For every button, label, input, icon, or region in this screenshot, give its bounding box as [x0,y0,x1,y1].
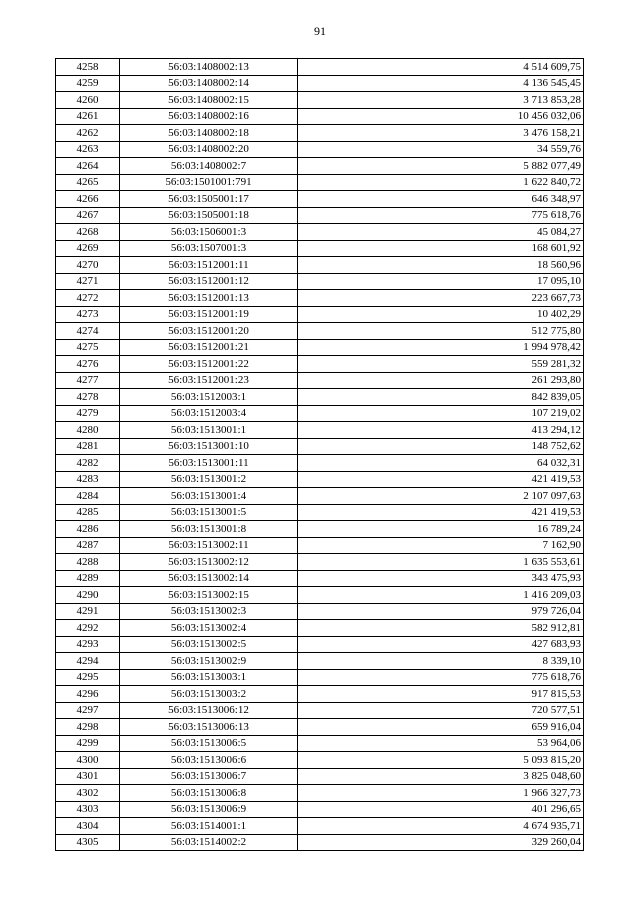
cadastral-number: 56:03:1512003:4 [120,405,298,422]
table-row [56,834,584,851]
cadastral-value: 1 416 209,03 [298,587,584,604]
cadastral-value: 659 916,04 [298,719,584,736]
table-row [56,125,584,142]
cadastral-value: 8 339,10 [298,653,584,670]
table-row [56,587,584,604]
table-row [56,273,584,290]
table-row [56,75,584,92]
cadastral-value: 559 281,32 [298,356,584,373]
table-row [56,735,584,752]
cadastral-value: 512 775,80 [298,323,584,340]
cadastral-number: 56:03:1513001:4 [120,488,298,505]
cadastral-value: 4 514 609,75 [298,59,584,76]
cadastral-value: 18 560,96 [298,257,584,274]
cadastral-number: 56:03:1505001:18 [120,207,298,224]
cadastral-number: 56:03:1408002:13 [120,59,298,76]
cadastral-value: 343 475,93 [298,570,584,587]
table-row [56,636,584,653]
row-number: 4277 [56,372,120,389]
row-number: 4287 [56,537,120,554]
row-number: 4295 [56,669,120,686]
cadastral-number: 56:03:1514002:2 [120,834,298,851]
cadastral-value: 917 815,53 [298,686,584,703]
table-row [56,438,584,455]
row-number: 4297 [56,702,120,719]
cadastral-number: 56:03:1505001:17 [120,191,298,208]
cadastral-value: 3 476 158,21 [298,125,584,142]
row-number: 4292 [56,620,120,637]
row-number: 4273 [56,306,120,323]
cadastral-number: 56:03:1513002:3 [120,603,298,620]
cadastral-value: 5 093 815,20 [298,752,584,769]
cadastral-number: 56:03:1512001:21 [120,339,298,356]
row-number: 4298 [56,719,120,736]
table-row [56,323,584,340]
cadastral-value: 720 577,51 [298,702,584,719]
table-row [56,290,584,307]
cadastral-value: 148 752,62 [298,438,584,455]
row-number: 4281 [56,438,120,455]
cadastral-value-table [55,58,584,851]
cadastral-number: 56:03:1408002:16 [120,108,298,125]
row-number: 4285 [56,504,120,521]
cadastral-number: 56:03:1513006:12 [120,702,298,719]
table-row [56,801,584,818]
page-number: 91 [314,24,326,38]
table-row [56,455,584,472]
cadastral-number: 56:03:1513006:9 [120,801,298,818]
cadastral-value: 3 825 048,60 [298,768,584,785]
row-number: 4300 [56,752,120,769]
table-row [56,620,584,637]
cadastral-number: 56:03:1513006:8 [120,785,298,802]
table-row [56,752,584,769]
cadastral-number: 56:03:1513002:14 [120,570,298,587]
cadastral-number: 56:03:1512001:22 [120,356,298,373]
cadastral-value: 421 419,53 [298,504,584,521]
cadastral-value: 427 683,93 [298,636,584,653]
row-number: 4302 [56,785,120,802]
cadastral-value: 3 713 853,28 [298,92,584,109]
row-number: 4291 [56,603,120,620]
table-row [56,306,584,323]
row-number: 4280 [56,422,120,439]
cadastral-number: 56:03:1513002:5 [120,636,298,653]
table-row [56,356,584,373]
cadastral-number: 56:03:1507001:3 [120,240,298,257]
cadastral-number: 56:03:1512001:23 [120,372,298,389]
cadastral-value: 16 789,24 [298,521,584,538]
row-number: 4258 [56,59,120,76]
row-number: 4294 [56,653,120,670]
cadastral-number: 56:03:1513001:11 [120,455,298,472]
row-number: 4289 [56,570,120,587]
table-row [56,141,584,158]
row-number: 4262 [56,125,120,142]
row-number: 4264 [56,158,120,175]
cadastral-number: 56:03:1513001:10 [120,438,298,455]
row-number: 4305 [56,834,120,851]
row-number: 4284 [56,488,120,505]
cadastral-value: 223 667,73 [298,290,584,307]
cadastral-number: 56:03:1408002:7 [120,158,298,175]
table-row [56,174,584,191]
cadastral-number: 56:03:1513001:2 [120,471,298,488]
row-number: 4274 [56,323,120,340]
cadastral-number: 56:03:1513003:1 [120,669,298,686]
cadastral-number: 56:03:1513001:8 [120,521,298,538]
table-row [56,603,584,620]
table-body [56,59,584,851]
row-number: 4299 [56,735,120,752]
cadastral-value: 17 095,10 [298,273,584,290]
table-row [56,257,584,274]
cadastral-number: 56:03:1513002:9 [120,653,298,670]
table-row [56,570,584,587]
cadastral-number: 56:03:1513006:5 [120,735,298,752]
cadastral-number: 56:03:1513006:7 [120,768,298,785]
cadastral-value: 979 726,04 [298,603,584,620]
row-number: 4266 [56,191,120,208]
row-number: 4303 [56,801,120,818]
cadastral-value: 1 966 327,73 [298,785,584,802]
cadastral-value: 45 084,27 [298,224,584,241]
cadastral-number: 56:03:1408002:18 [120,125,298,142]
table-row [56,59,584,76]
row-number: 4261 [56,108,120,125]
cadastral-value: 7 162,90 [298,537,584,554]
table-row [56,389,584,406]
cadastral-value: 413 294,12 [298,422,584,439]
cadastral-number: 56:03:1512003:1 [120,389,298,406]
row-number: 4271 [56,273,120,290]
cadastral-number: 56:03:1512001:12 [120,273,298,290]
table-row [56,240,584,257]
row-number: 4269 [56,240,120,257]
cadastral-value: 5 882 077,49 [298,158,584,175]
cadastral-number: 56:03:1513003:2 [120,686,298,703]
cadastral-number: 56:03:1513001:5 [120,504,298,521]
table-row [56,488,584,505]
cadastral-number: 56:03:1501001:791 [120,174,298,191]
row-number: 4260 [56,92,120,109]
cadastral-value: 401 296,65 [298,801,584,818]
row-number: 4290 [56,587,120,604]
cadastral-value: 4 136 545,45 [298,75,584,92]
cadastral-value: 4 674 935,71 [298,818,584,835]
table-row [56,158,584,175]
cadastral-value: 329 260,04 [298,834,584,851]
cadastral-number: 56:03:1512001:19 [120,306,298,323]
cadastral-number: 56:03:1513002:15 [120,587,298,604]
cadastral-number: 56:03:1506001:3 [120,224,298,241]
cadastral-value: 1 994 978,42 [298,339,584,356]
cadastral-value: 2 107 097,63 [298,488,584,505]
table-row [56,554,584,571]
table-row [56,537,584,554]
cadastral-number: 56:03:1513001:1 [120,422,298,439]
cadastral-value: 842 839,05 [298,389,584,406]
cadastral-value: 775 618,76 [298,207,584,224]
table-row [56,686,584,703]
cadastral-number: 56:03:1512001:11 [120,257,298,274]
cadastral-number: 56:03:1512001:13 [120,290,298,307]
row-number: 4278 [56,389,120,406]
cadastral-number: 56:03:1513006:6 [120,752,298,769]
cadastral-number: 56:03:1512001:20 [120,323,298,340]
cadastral-value: 107 219,02 [298,405,584,422]
row-number: 4279 [56,405,120,422]
table-row [56,422,584,439]
table-row [56,669,584,686]
table-row [56,768,584,785]
row-number: 4283 [56,471,120,488]
table-row [56,405,584,422]
cadastral-value: 64 032,31 [298,455,584,472]
row-number: 4296 [56,686,120,703]
row-number: 4286 [56,521,120,538]
row-number: 4282 [56,455,120,472]
table-row [56,653,584,670]
cadastral-value: 10 456 032,06 [298,108,584,125]
cadastral-number: 56:03:1513006:13 [120,719,298,736]
table-row [56,191,584,208]
row-number: 4276 [56,356,120,373]
cadastral-value: 582 912,81 [298,620,584,637]
table-row [56,471,584,488]
table-row [56,785,584,802]
table-row [56,108,584,125]
row-number: 4270 [56,257,120,274]
table-row [56,702,584,719]
cadastral-value: 34 559,76 [298,141,584,158]
row-number: 4265 [56,174,120,191]
cadastral-value: 646 348,97 [298,191,584,208]
table-row [56,521,584,538]
table-row [56,339,584,356]
cadastral-number: 56:03:1513002:4 [120,620,298,637]
row-number: 4301 [56,768,120,785]
table-row [56,224,584,241]
row-number: 4293 [56,636,120,653]
row-number: 4272 [56,290,120,307]
row-number: 4268 [56,224,120,241]
table-row [56,92,584,109]
cadastral-number: 56:03:1408002:14 [120,75,298,92]
cadastral-number: 56:03:1513002:11 [120,537,298,554]
row-number: 4275 [56,339,120,356]
cadastral-number: 56:03:1513002:12 [120,554,298,571]
table-row [56,504,584,521]
cadastral-value: 261 293,80 [298,372,584,389]
cadastral-value: 1 635 553,61 [298,554,584,571]
row-number: 4288 [56,554,120,571]
row-number: 4263 [56,141,120,158]
table-row [56,719,584,736]
row-number: 4304 [56,818,120,835]
row-number: 4267 [56,207,120,224]
cadastral-value: 10 402,29 [298,306,584,323]
table-row [56,372,584,389]
table-row [56,818,584,835]
cadastral-value: 168 601,92 [298,240,584,257]
cadastral-value: 1 622 840,72 [298,174,584,191]
cadastral-number: 56:03:1514001:1 [120,818,298,835]
cadastral-value: 53 964,06 [298,735,584,752]
table-row [56,207,584,224]
row-number: 4259 [56,75,120,92]
cadastral-value: 775 618,76 [298,669,584,686]
cadastral-value: 421 419,53 [298,471,584,488]
cadastral-number: 56:03:1408002:15 [120,92,298,109]
cadastral-number: 56:03:1408002:20 [120,141,298,158]
